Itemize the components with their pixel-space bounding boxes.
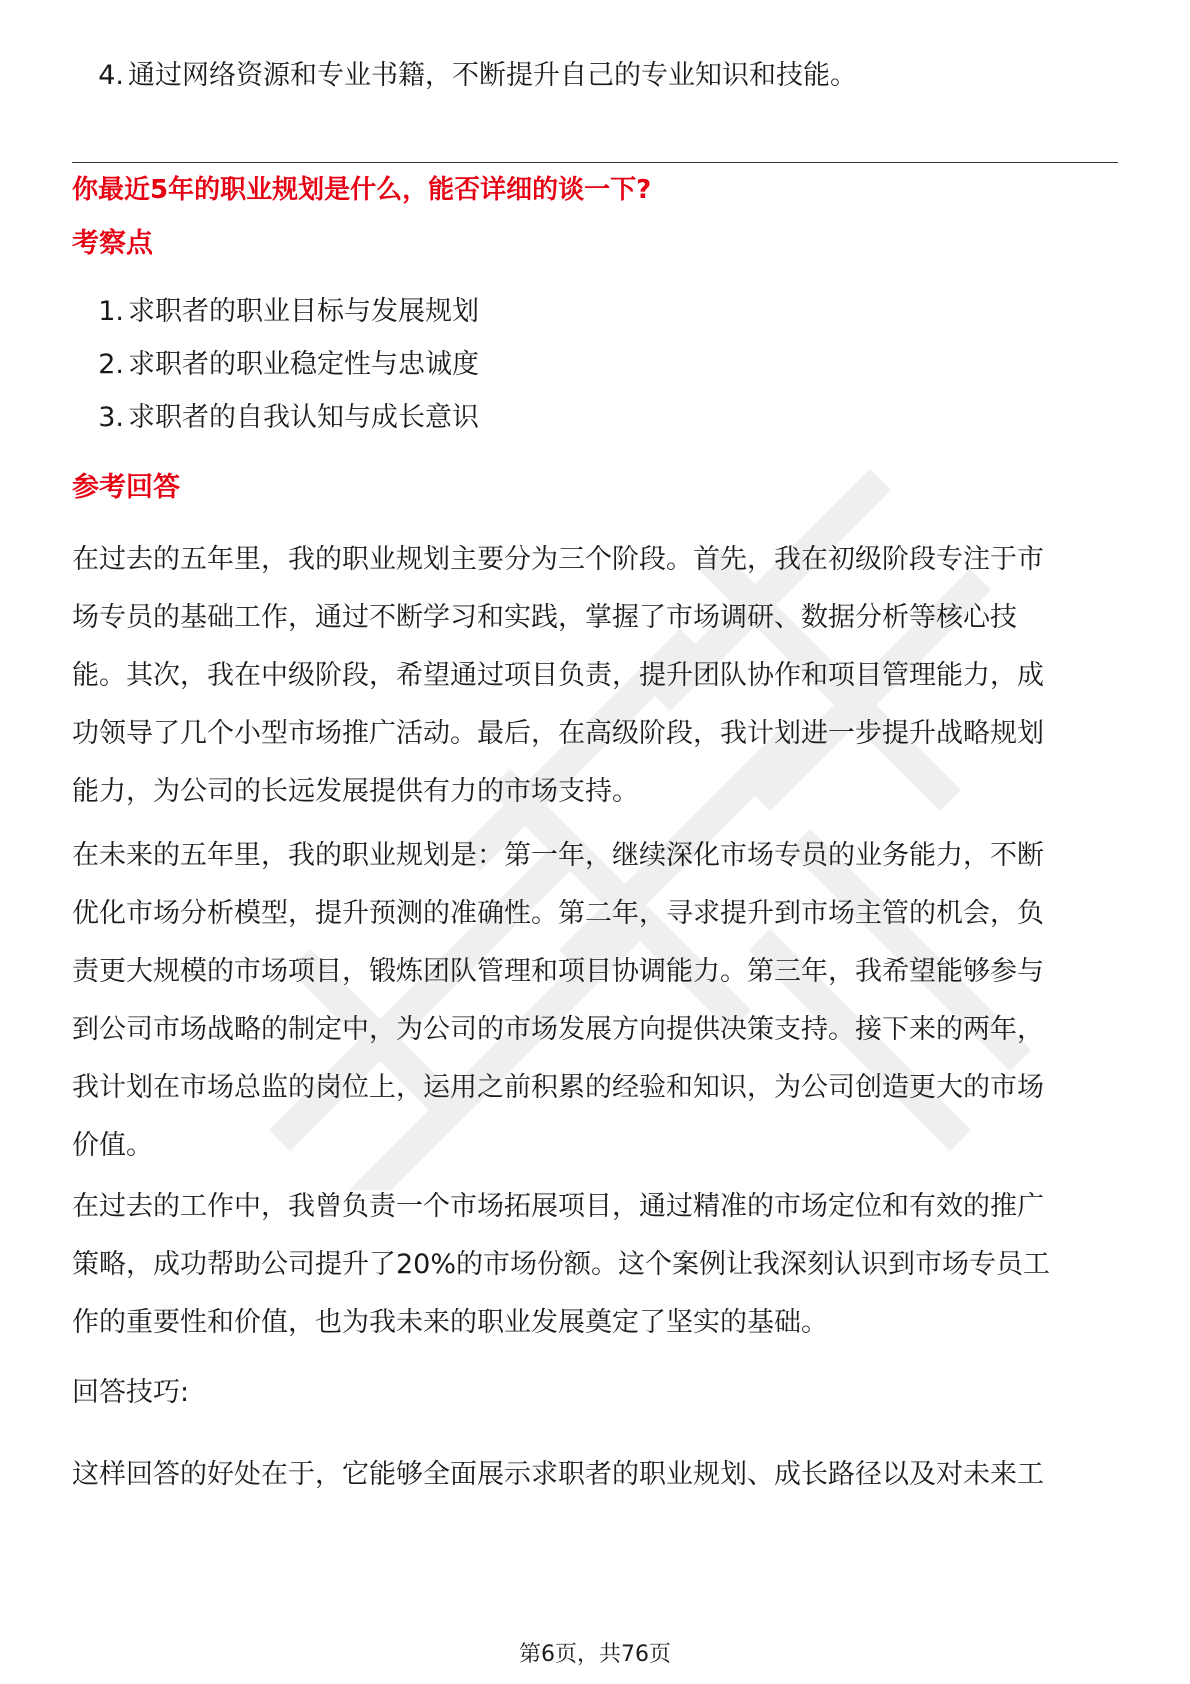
answer-paragraph-3 — [72, 1178, 1118, 1352]
answer-paragraph-4 — [72, 1446, 1118, 1504]
paragraph-line: 回答技巧: — [72, 1377, 190, 1408]
page-footer: 第6页，共76页 — [519, 1642, 671, 1667]
paragraph-line: 功领导了几个小型市场推广活动。最后，在高级阶段，我计划进一步提升战略规划 — [72, 718, 1044, 749]
paragraph-line: 优化市场分析模型，提升预测的准确性。第二年，寻求提升到市场主管的机会，负 — [72, 898, 1044, 929]
focus-item-1 — [72, 292, 479, 332]
paragraph-line: 价值。 — [72, 1130, 153, 1161]
paragraph-line: 在过去的工作中，我曾负责一个市场拓展项目，通过精准的市场定位和有效的推广 — [72, 1191, 1044, 1222]
paragraph-line: 场专员的基础工作，通过不断学习和实践，掌握了市场调研、数据分析等核心技 — [72, 602, 1017, 633]
focus-heading: 考察点 — [72, 228, 153, 259]
paragraph-line: 作的重要性和价值，也为我未来的职业发展奠定了坚实的基础。 — [72, 1307, 828, 1338]
paragraph-line: 这样回答的好处在于，它能够全面展示求职者的职业规划、成长路径以及对未来工 — [72, 1459, 1044, 1490]
list-number: 1. — [98, 296, 124, 327]
divider — [72, 162, 1118, 163]
paragraph-line: 能力，为公司的长远发展提供有力的市场支持。 — [72, 776, 639, 807]
list-number: 2. — [98, 349, 124, 380]
paragraph-line: 我计划在市场总监的岗位上，运用之前积累的经验和知识，为公司创造更大的市场 — [72, 1072, 1044, 1103]
paragraph-line: 能。其次，我在中级阶段，希望通过项目负责，提升团队协作和项目管理能力，成 — [72, 660, 1044, 691]
answer-paragraph-1 — [72, 531, 1118, 821]
paragraph-line: 到公司市场战略的制定中，为公司的市场发展方向提供决策支持。接下来的两年， — [72, 1014, 1044, 1045]
answer-paragraph-2 — [72, 827, 1118, 1175]
paragraph-line: 责更大规模的市场项目，锻炼团队管理和项目协调能力。第三年，我希望能够参与 — [72, 956, 1044, 987]
paragraph-line: 策略，成功帮助公司提升了20%的市场份额。这个案例让我深刻认识到市场专员工 — [72, 1249, 1051, 1280]
list-text: 求职者的职业稳定性与忠诚度 — [128, 349, 479, 380]
list-number: 4. — [98, 60, 124, 91]
focus-item-3 — [72, 398, 479, 438]
paragraph-line: 在未来的五年里，我的职业规划是：第一年，继续深化市场专员的业务能力，不断 — [72, 840, 1044, 871]
question-heading: 你最近5年的职业规划是什么，能否详细的谈一下? — [72, 175, 652, 205]
answer-tips-label — [72, 1364, 1118, 1422]
list-item-4 — [72, 56, 857, 96]
paragraph-line: 在过去的五年里，我的职业规划主要分为三个阶段。首先，我在初级阶段专注于市 — [72, 544, 1044, 575]
list-text: 求职者的职业目标与发展规划 — [128, 296, 479, 327]
list-text: 求职者的自我认知与成长意识 — [128, 402, 479, 433]
list-text: 通过网络资源和专业书籍，不断提升自己的专业知识和技能。 — [128, 60, 857, 91]
answer-heading: 参考回答 — [72, 472, 180, 503]
list-number: 3. — [98, 402, 124, 433]
focus-item-2 — [72, 345, 479, 385]
